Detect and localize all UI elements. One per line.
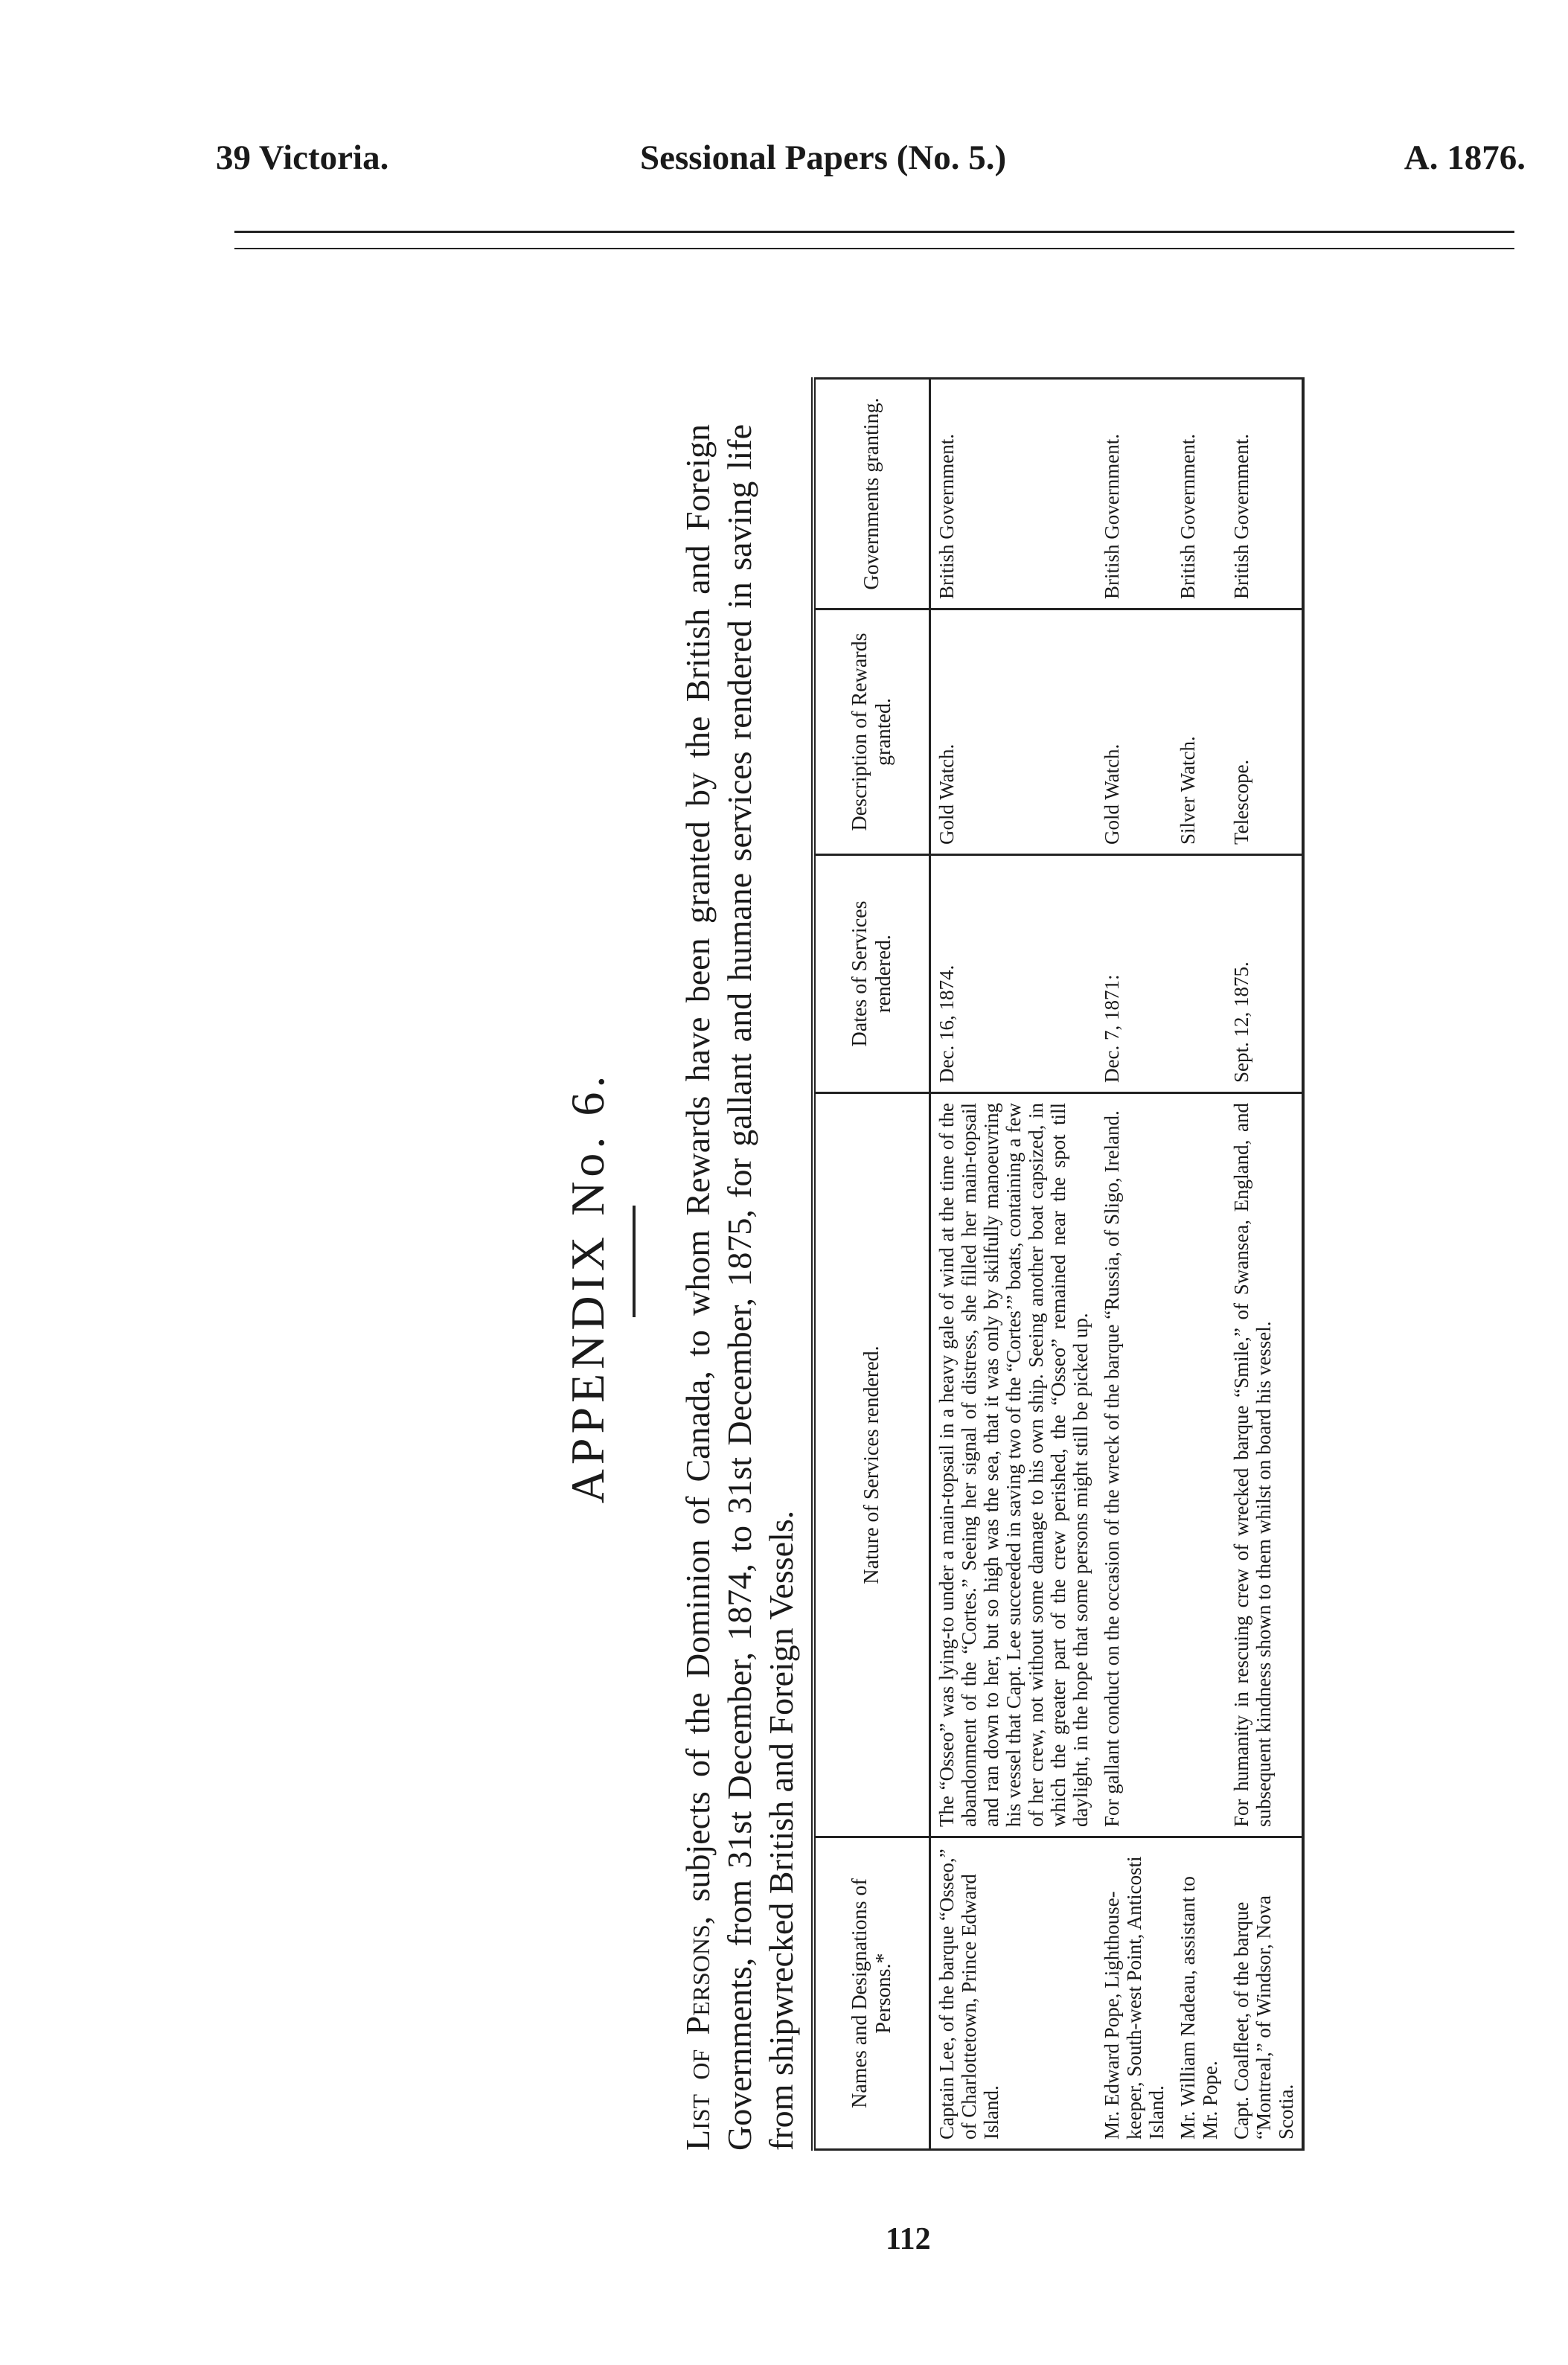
- cell-dates: Dec. 7, 1871:: [1096, 855, 1172, 1093]
- title-rule: [633, 1206, 636, 1317]
- cell-governments: British Government.: [1226, 379, 1303, 609]
- cell-description: Telescope.: [1226, 609, 1303, 855]
- header-title: Sessional Papers (No. 5.): [640, 138, 1007, 177]
- list-title-text: , subjects of the Dominion of Canada, to whom Rewards have been granted by the British and Foreign Governments, from 31st December, 1874, to 31st December, 1875, for gallant and humane services rendered in saving life from shipwrecked British and Foreign Vessels.: [679, 424, 800, 2151]
- page-header: [216, 138, 1526, 205]
- cell-names: Mr. Edward Pope, Lighthouse-keeper, South-west Point, Anticosti Island.: [1096, 1837, 1172, 2150]
- table-row: [930, 379, 1097, 2150]
- cell-dates: [1172, 855, 1226, 1093]
- cell-nature: For gallant conduct on the occasion of the wreck of the barque “Russia, of Sligo, Ireland.: [1096, 1093, 1172, 1837]
- header-dates: Dates of Services rendered.: [813, 855, 930, 1093]
- list-title-lead: List of Persons: [679, 1924, 717, 2151]
- cell-names: Captain Lee, of the barque “Osseo,” of Charlottetown, Prince Edward Island.: [930, 1837, 1097, 2150]
- cell-description: Gold Watch.: [1096, 609, 1172, 855]
- header-governments: Governments granting.: [813, 379, 930, 609]
- cell-names: Mr. William Nadeau, assistant to Mr. Pope.: [1172, 1837, 1226, 2150]
- cell-nature: The “Osseo” was lying-to under a main-topsail in a heavy gale of wind at the time of the abandonment of the “Cortes.” Seeing her signal of distress, she filled her main-topsail and ran down to her, but so high was the sea, that it was only by skilfully manoeuvring his vessel that Capt. Lee succeeded in saving two of the “Cortes’” boats, containing a few of her crew, not without some damage to his own ship. Seeing another boat capsized, in which the greater part of the crew perished, the “Osseo” remained near the spot till daylight, in the hope that some persons might still be picked up.: [930, 1093, 1097, 1837]
- cell-nature: For humanity in rescuing crew of wrecked barque “Smile,” of Swansea, England, and subsequent kindness shown to them whilst on board his vessel.: [1226, 1093, 1303, 1837]
- table-row: [1096, 379, 1172, 2150]
- header-double-rule: [234, 231, 1514, 249]
- table-header-row: [813, 379, 930, 2150]
- list-title: [677, 424, 802, 2151]
- header-names: Names and Designations of Persons.*: [813, 1837, 930, 2150]
- header-description: Description of Rewards granted.: [813, 609, 930, 855]
- cell-dates: Dec. 16, 1874.: [930, 855, 1097, 1093]
- page-number: 112: [886, 2222, 931, 2256]
- header-session: 39 Victoria.: [216, 138, 389, 177]
- rotated-page-content: [558, 394, 1526, 2180]
- cell-dates: Sept. 12, 1875.: [1226, 855, 1303, 1093]
- cell-description: Silver Watch.: [1172, 609, 1226, 855]
- cell-nature: [1172, 1093, 1226, 1837]
- cell-governments: British Government.: [1096, 379, 1172, 609]
- cell-governments: British Government.: [930, 379, 1097, 609]
- header-nature: Nature of Services rendered.: [813, 1093, 930, 1837]
- table-row: [1226, 379, 1303, 2150]
- cell-description: Gold Watch.: [930, 609, 1097, 855]
- cell-governments: British Government.: [1172, 379, 1226, 609]
- appendix-title: APPENDIX No. 6.: [561, 1071, 614, 1504]
- header-year: A. 1876.: [1404, 138, 1526, 177]
- rewards-table: [811, 377, 1305, 2151]
- cell-names: Capt. Coalfleet, of the barque “Montreal,” of Windsor, Nova Scotia.: [1226, 1837, 1303, 2150]
- table-row: [1172, 379, 1226, 2150]
